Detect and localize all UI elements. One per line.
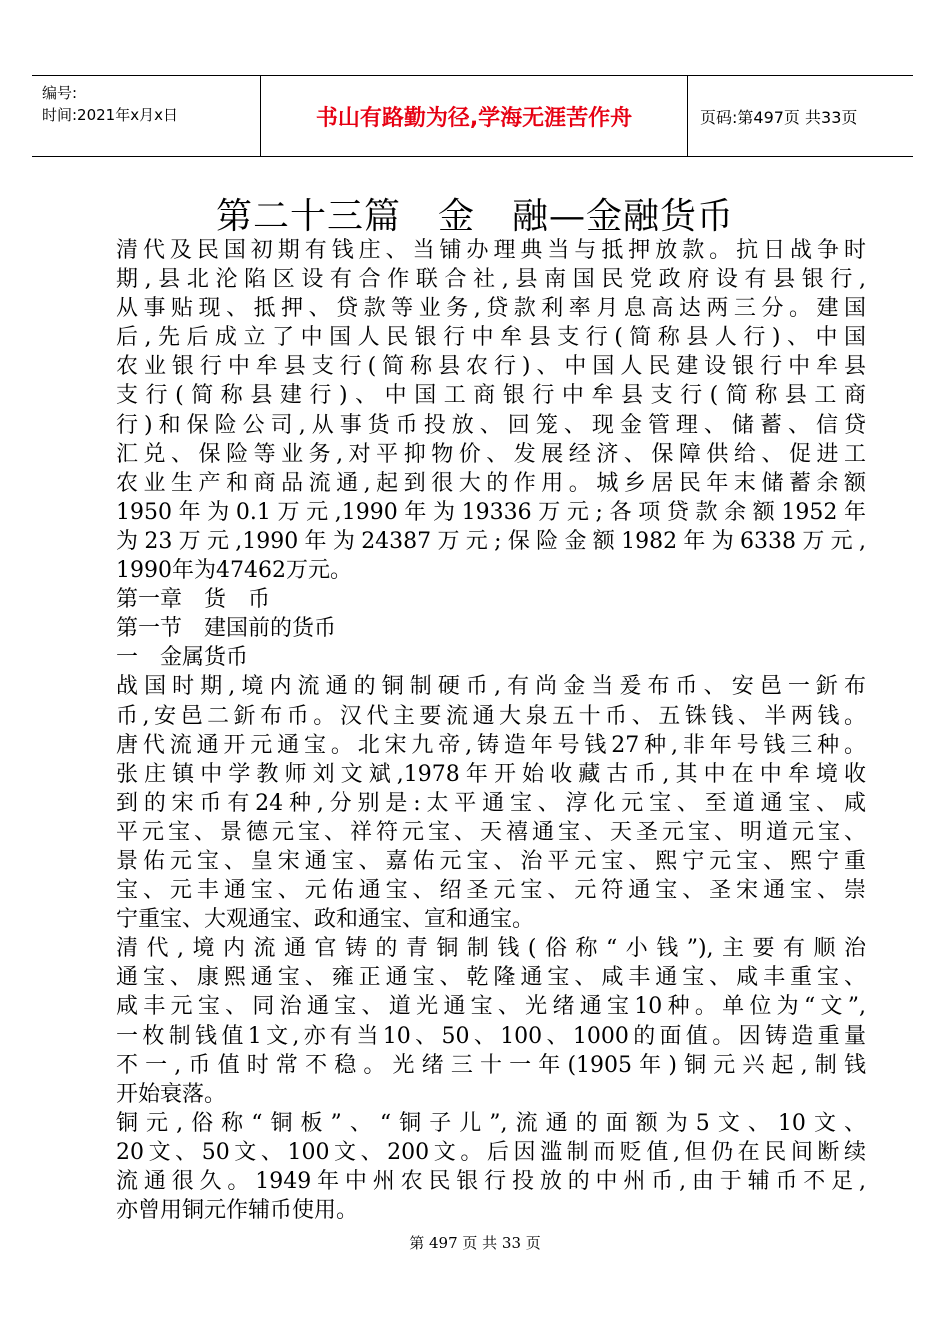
text-line: 咸丰元宝、同治通宝、道光通宝、光绪通宝10种。单位为“文”, (116, 994, 866, 1020)
paragraph (116, 585, 866, 614)
paragraph (116, 614, 866, 643)
text-line: 支行(简称县建行)、中国工商银行中牟县支行(简称县工商 (116, 383, 866, 409)
motto-text: 书山有路勤为径,学海无涯苦作舟 (315, 105, 633, 131)
text-line: 行)和保险公司,从事货币投放、回笼、现金管理、储蓄、信贷 (116, 412, 866, 438)
text-line: 第一节 建国前的货币 (116, 616, 337, 642)
paragraph (116, 1109, 866, 1225)
text-line: 1990年为47462万元。 (116, 558, 352, 584)
text-line: 通宝、康熙通宝、雍正通宝、乾隆通宝、咸丰通宝、咸丰重宝、 (116, 965, 866, 991)
text-line: 开始衰落。 (116, 1081, 227, 1107)
serial-number-label: 编号: (42, 84, 78, 102)
text-line: 20文、50文、100文、200文。后因滥制而贬值,但仍在民间断续 (116, 1139, 866, 1165)
text-line: 一 金属货币 (116, 645, 249, 671)
text-line: 唐代流通开元通宝。北宋九帝,铸造年号钱27种,非年号钱三种。 (116, 732, 866, 758)
text-line: 第一章 货 币 (116, 587, 271, 613)
text-line: 从事贴现、抵押、贷款等业务,贷款利率月息高达两三分。建国 (116, 296, 866, 322)
time-label: 时间:2021年x月x日 (42, 106, 178, 124)
page-footer: 第 497 页 共 33 页 (409, 1234, 541, 1252)
text-line: 后,先后成立了中国人民银行中牟县支行(简称县人行)、中国 (116, 325, 866, 351)
page-info: 页码:第497页 共33页 (700, 107, 858, 127)
text-line: 平元宝、景德元宝、祥符元宝、天禧通宝、天圣元宝、明道元宝、 (116, 819, 866, 845)
text-line: 宁重宝、大观通宝、政和通宝、宣和通宝。 (116, 907, 535, 933)
header-page-cell (688, 76, 913, 156)
text-line: 到的宋币有24种,分别是:太平通宝、淳化元宝、至道通宝、咸 (116, 790, 866, 816)
text-line: 清代,境内流通官铸的青铜制钱(俗称“小钱”),主要有顺治 (116, 936, 866, 962)
document-body (116, 236, 866, 1225)
text-line: 1950年为0.1万元,1990年为19336万元;各项贷款余额1952年 (116, 499, 866, 525)
text-line: 不一,币值时常不稳。光绪三十一年(1905年)铜元兴起,制钱 (116, 1052, 866, 1078)
text-line: 汇兑、保险等业务,对平抑物价、发展经济、保障供给、促进工 (116, 441, 866, 467)
text-line: 流通很久。1949年中州农民银行投放的中州币,由于辅币不足, (116, 1169, 866, 1194)
text-line: 为23万元,1990年为24387万元;保险金额1982年为6338万元, (116, 528, 866, 554)
header-left-cell (32, 76, 261, 156)
text-line: 币,安邑二釿布币。汉代主要流通大泉五十币、五铢钱、半两钱。 (116, 703, 866, 729)
text-line: 亦曾用铜元作辅币使用。 (116, 1198, 359, 1224)
page-title: 第二十三篇 金 融—金融货币 (215, 196, 734, 237)
text-line: 农业银行中牟县支行(简称县农行)、中国人民建设银行中牟县 (116, 354, 866, 380)
text-line: 景佑元宝、皇宋通宝、嘉佑元宝、治平元宝、熙宁元宝、熙宁重 (116, 848, 866, 874)
text-line: 清代及民国初期有钱庄、当铺办理典当与抵押放款。抗日战争时 (116, 238, 866, 263)
text-line: 铜元,俗称“铜板”、“铜子儿”,流通的面额为5文、10文、 (116, 1110, 866, 1136)
paragraph (116, 236, 866, 585)
text-line: 农业生产和商品流通,起到很大的作用。城乡居民年末储蓄余额 (116, 470, 866, 496)
text-line: 一枚制钱值1文,亦有当10、50、100、1000的面值。因铸造重量 (116, 1023, 866, 1049)
text-line: 张庄镇中学教师刘文斌,1978年开始收藏古币,其中在中牟境收 (116, 761, 866, 787)
text-line: 战国时期,境内流通的铜制硬币,有尚金当爰布币、安邑一釿布 (116, 674, 866, 700)
header-motto-cell (261, 76, 688, 156)
text-line: 期,县北沦陷区设有合作联合社,县南国民党政府设有县银行, (116, 267, 866, 293)
paragraph (116, 643, 866, 672)
paragraph (116, 672, 866, 934)
paragraph (116, 934, 866, 1109)
text-line: 宝、元丰通宝、元佑通宝、绍圣元宝、元符通宝、圣宋通宝、崇 (116, 878, 866, 904)
header-table (32, 75, 913, 157)
